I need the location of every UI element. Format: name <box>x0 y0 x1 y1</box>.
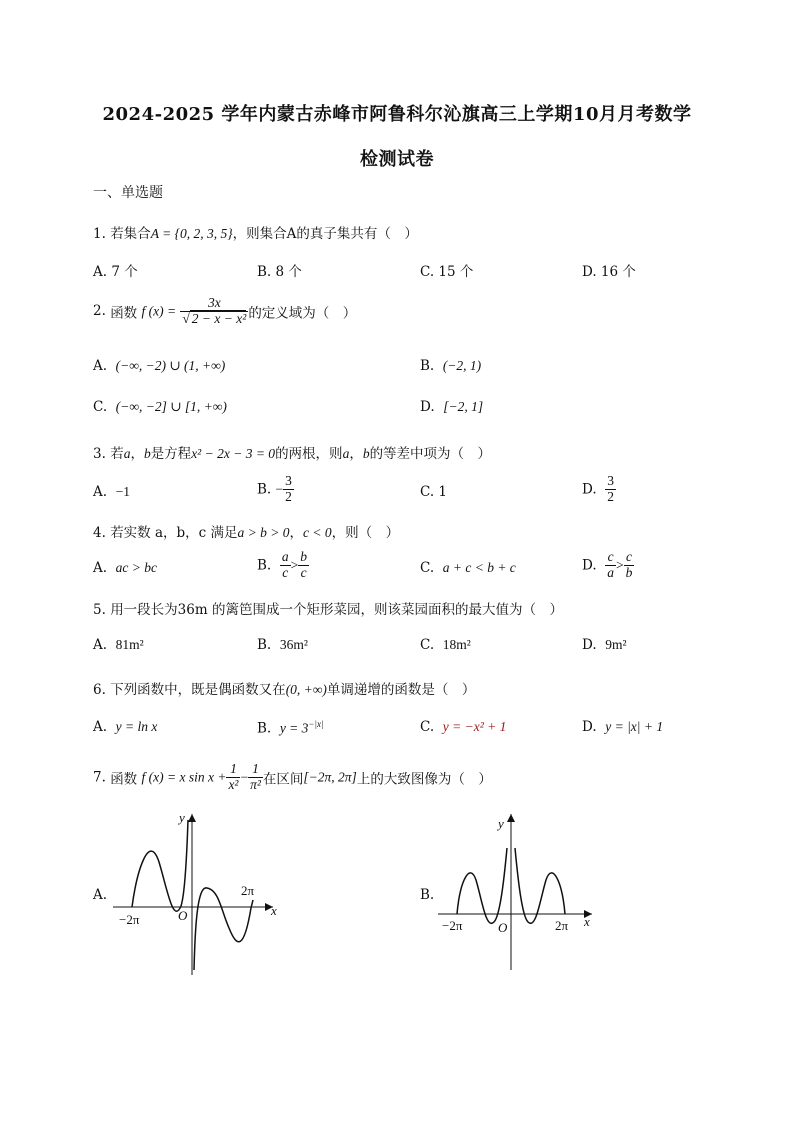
q3-option-b[interactable] <box>257 474 294 505</box>
label-neg-2pi: −2π <box>119 912 140 927</box>
q4-separator: ， <box>289 525 304 541</box>
q5-option-a-value: 81m² <box>115 637 144 652</box>
q6-number: 6. <box>93 682 106 698</box>
curve-a-right <box>194 888 253 970</box>
q3-option-b-fraction <box>283 474 294 505</box>
q6-option-d-label: D. <box>582 719 597 735</box>
question-5 <box>93 598 563 618</box>
q4-option-b-operator: > <box>290 557 299 573</box>
label-2pi: 2π <box>555 918 569 933</box>
q6-text-post: 单调递增的函数是（ ） <box>326 682 476 698</box>
q3-option-a-value: −1 <box>115 484 131 499</box>
label-x: x <box>271 903 277 918</box>
q3-option-b-denominator: 2 <box>285 488 292 504</box>
q7-interval: [−2π, 2π] <box>303 769 357 785</box>
q3-option-d-label: D. <box>582 481 597 498</box>
q4-condition-1: a > b > 0 <box>237 525 290 540</box>
q3-text-d: 的等差中项为（ ） <box>369 446 492 462</box>
label-neg-2pi: −2π <box>442 918 463 933</box>
q1-text-pre: 若集合 <box>110 226 151 242</box>
q5-option-d-value: 9m² <box>605 637 627 652</box>
q5-option-b[interactable] <box>257 637 308 653</box>
q4-option-a-label: A. <box>93 560 108 576</box>
q3-text-b: 是方程 <box>150 446 192 462</box>
q4-option-a[interactable] <box>93 560 157 576</box>
label-origin: O <box>178 908 188 923</box>
q2-text-pre: 函数 <box>110 305 138 322</box>
q4-option-d-frac-1 <box>605 550 616 581</box>
q2-fraction <box>180 296 248 327</box>
title-line-2: 检测试卷 <box>360 149 434 170</box>
q4-option-b-label: B. <box>257 557 272 574</box>
q5-option-c-value: 18m² <box>442 637 471 652</box>
q4-option-c-label: C. <box>420 560 435 576</box>
q4-option-a-expr: ac > bc <box>115 560 157 575</box>
q3-option-c[interactable]: C. 1 <box>420 484 448 500</box>
q4-option-b-den-1: c <box>282 564 289 580</box>
question-7 <box>93 762 492 793</box>
q6-option-b-expr: y = 3 <box>279 720 309 736</box>
q5-option-d[interactable] <box>582 637 627 653</box>
q3-var-b2: b <box>362 446 370 461</box>
q4-option-d-den-2: b <box>625 564 633 580</box>
q4-option-b-frac-1 <box>280 550 291 581</box>
q4-option-b[interactable] <box>257 550 309 581</box>
label-origin: O <box>498 920 508 935</box>
q1-option-d[interactable]: D. 16 个 <box>582 264 636 280</box>
q3-option-b-sign: − <box>275 481 284 497</box>
question-2 <box>93 296 356 327</box>
q7-graph-a[interactable] <box>113 810 283 980</box>
label-y: y <box>179 810 185 825</box>
q7-graph-b[interactable] <box>438 810 608 980</box>
question-1 <box>93 222 418 242</box>
q6-option-c-expr: y = −x² + 1 <box>442 719 507 734</box>
q2-option-a-label: A. <box>93 358 108 374</box>
q2-option-c-expr: (−∞, −2] ∪ [1, +∞) <box>115 399 227 414</box>
q7-fraction-1 <box>226 762 240 793</box>
q1-option-c[interactable]: C. 15 个 <box>420 264 474 280</box>
q3-comma-2: ， <box>349 446 363 462</box>
q3-number: 3. <box>93 446 106 462</box>
q7-fraction-2-num: 1 <box>248 762 263 778</box>
q7-option-a[interactable]: A. <box>93 887 108 903</box>
label-2pi: 2π <box>241 883 255 898</box>
q3-var-a: a <box>123 446 131 461</box>
q4-text-post: ，则（ ） <box>331 525 400 541</box>
y-axis-arrow <box>507 814 515 822</box>
q6-option-b[interactable] <box>257 719 323 737</box>
q3-option-d-denominator: 2 <box>607 488 614 504</box>
q4-option-d-frac-2 <box>624 550 635 581</box>
q2-option-c-label: C. <box>93 399 108 415</box>
q4-option-d-num-1: c <box>605 550 616 566</box>
q6-option-c-label: C. <box>420 719 435 735</box>
q2-numerator: 3x <box>180 296 248 312</box>
q5-option-a-label: A. <box>93 637 108 653</box>
q1-set-expr: A = {0, 2, 3, 5} <box>150 226 233 241</box>
q7-fraction-2-den: π² <box>250 776 261 792</box>
q4-option-b-frac-2 <box>298 550 309 581</box>
q7-fraction-2 <box>248 762 263 793</box>
q6-option-c[interactable] <box>420 719 506 735</box>
q2-option-b-label: B. <box>420 358 435 374</box>
q2-option-d-expr: [−2, 1] <box>443 399 484 414</box>
q3-text-c: 的两根，则 <box>275 446 343 462</box>
y-axis-arrow <box>188 814 196 822</box>
q4-option-d-label: D. <box>582 557 597 574</box>
curve-a-left <box>132 820 188 911</box>
q3-option-b-label: B. <box>257 481 272 498</box>
q2-option-d[interactable] <box>420 399 483 415</box>
q1-text-post: ，则集合A的真子集共有（ ） <box>232 226 418 242</box>
section-heading: 一、单选题 <box>93 185 163 201</box>
q5-option-b-value: 36m² <box>279 637 308 652</box>
q7-option-b[interactable]: B. <box>420 887 435 903</box>
q7-text-post: 上的大致图像为（ ） <box>356 771 492 788</box>
q5-option-c-label: C. <box>420 637 435 653</box>
q3-option-d-numerator: 3 <box>607 473 614 488</box>
q5-number: 5. <box>93 602 106 618</box>
q3-option-b-numerator: 3 <box>285 473 292 488</box>
q3-equation: x² − 2x − 3 = 0 <box>191 446 276 461</box>
q6-option-d[interactable] <box>582 719 663 735</box>
q4-option-d-den-1: a <box>607 564 614 580</box>
q2-option-a-expr: (−∞, −2) ∪ (1, +∞) <box>115 358 226 373</box>
q7-fraction-1-num: 1 <box>226 762 240 778</box>
q5-option-d-label: D. <box>582 637 597 653</box>
q5-option-c[interactable] <box>420 637 471 653</box>
q3-text-a: 若 <box>110 446 124 462</box>
q5-option-a[interactable] <box>93 637 144 653</box>
q7-lhs: f (x) = x sin x + <box>141 769 227 785</box>
q6-option-a-label: A. <box>93 719 108 735</box>
q4-option-b-den-2: c <box>300 564 307 580</box>
q3-var-b: b <box>143 446 151 461</box>
q4-text-pre: 若实数 a，b，c 满足 <box>110 525 238 541</box>
q6-option-b-label: B. <box>257 720 272 737</box>
q2-radicand: 2 − x − x² <box>191 310 247 326</box>
question-4 <box>93 521 399 541</box>
q1-number: 1. <box>93 226 106 242</box>
q2-lhs: f (x) = <box>141 303 177 319</box>
q6-option-d-expr: y = |x| + 1 <box>605 719 664 734</box>
q5-option-b-label: B. <box>257 637 272 653</box>
q7-text-pre: 函数 <box>110 771 138 788</box>
q6-option-a[interactable] <box>93 719 157 735</box>
q6-option-a-expr: y = ln x <box>115 719 158 734</box>
q4-option-b-num-1: a <box>281 549 289 564</box>
q2-number: 2. <box>93 302 106 319</box>
q6-interval: (0, +∞) <box>285 682 327 697</box>
q7-minus: − <box>240 769 249 785</box>
q2-denominator: √ 2 − x − x² <box>182 310 247 326</box>
q7-text-mid: 在区间 <box>262 771 304 788</box>
q3-comma: ， <box>130 446 144 462</box>
q3-option-d[interactable] <box>582 474 616 505</box>
q4-condition-2: c < 0 <box>303 525 332 540</box>
q4-option-d[interactable] <box>582 550 634 581</box>
q5-text: 用一段长为36m 的篱笆围成一个矩形菜园，则该菜园面积的最大值为（ ） <box>110 602 563 618</box>
q3-option-a-label: A. <box>93 484 108 500</box>
q4-option-d-num-2: c <box>624 550 635 566</box>
question-6 <box>93 678 475 698</box>
q4-number: 4. <box>93 525 106 541</box>
q2-option-a[interactable] <box>93 358 225 374</box>
q4-option-c-expr: a + c < b + c <box>442 560 516 575</box>
q1-option-b[interactable]: B. 8 个 <box>257 264 302 280</box>
curve-b-right <box>515 848 565 923</box>
q4-option-b-num-2: b <box>300 549 307 564</box>
q7-fraction-1-den: x² <box>228 776 239 792</box>
q2-text-post: 的定义域为（ ） <box>248 305 357 322</box>
title-line-1: 2024-2025 学年内蒙古赤峰市阿鲁科尔沁旗高三上学期10月月考数学 <box>102 104 692 125</box>
q3-option-a[interactable] <box>93 484 130 500</box>
q7-number: 7. <box>93 769 106 786</box>
label-y: y <box>498 816 504 831</box>
question-3 <box>93 442 491 462</box>
q2-option-c[interactable] <box>93 399 227 415</box>
q3-option-d-fraction <box>605 474 616 505</box>
q4-option-c[interactable] <box>420 560 516 576</box>
q3-var-a2: a <box>342 446 350 461</box>
q2-option-d-label: D. <box>420 399 435 415</box>
q6-text-pre: 下列函数中，既是偶函数又在 <box>110 682 286 698</box>
q6-option-b-exponent: −|x| <box>308 719 324 729</box>
q1-option-a[interactable]: A. 7 个 <box>93 264 138 280</box>
q2-option-b[interactable] <box>420 358 481 374</box>
q2-option-b-expr: (−2, 1) <box>442 358 482 373</box>
label-x: x <box>584 914 590 929</box>
q4-option-d-operator: > <box>615 557 624 573</box>
curve-b-left <box>457 848 507 923</box>
